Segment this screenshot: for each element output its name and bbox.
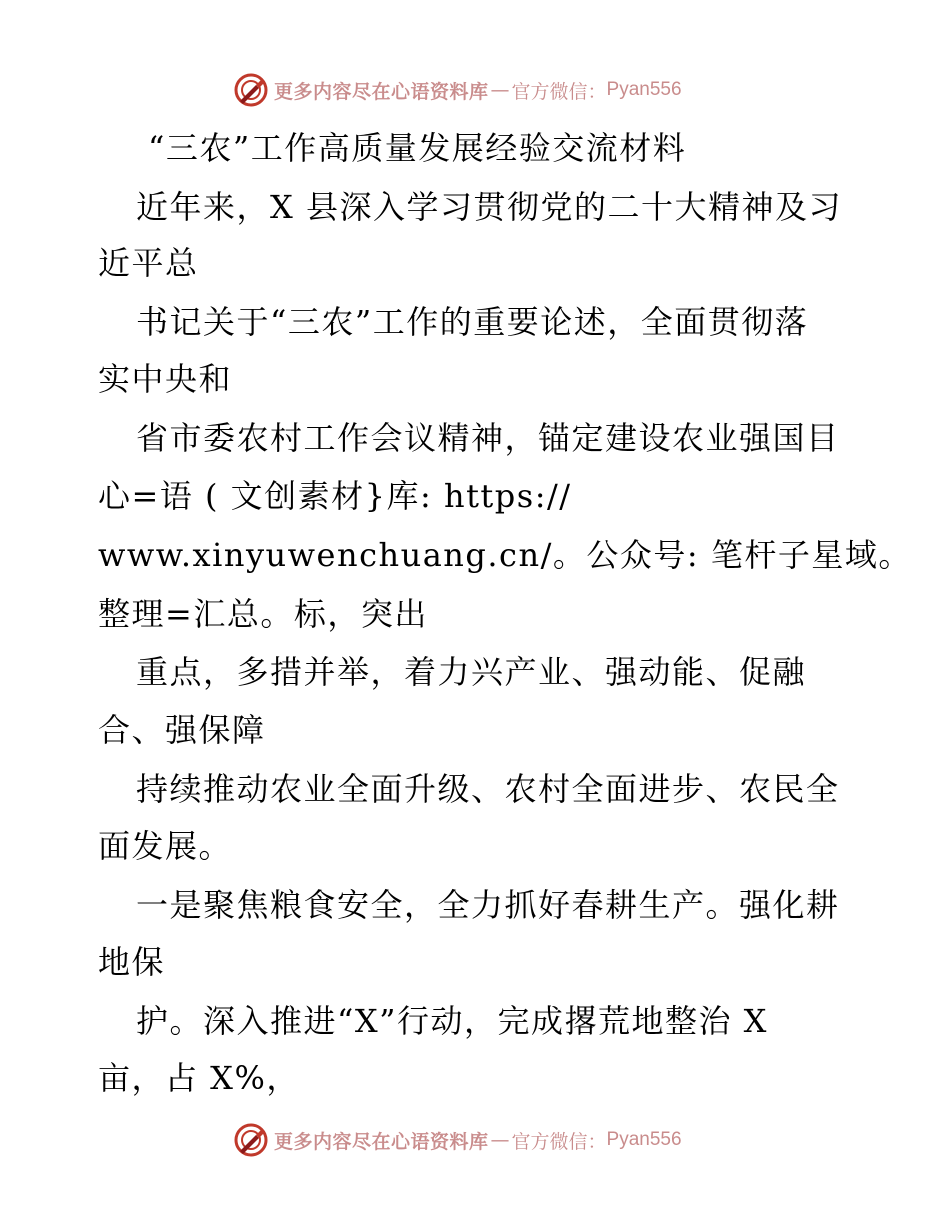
header-banner (234, 72, 714, 108)
pen-logo-icon (234, 1123, 268, 1157)
footer-banner (234, 1122, 714, 1158)
paragraph-line: 近年来，X 县深入学习贯彻党的二十大精神及习 (136, 188, 842, 226)
paragraph-line: 省市委农村工作会议精神，锚定建设农业强国目 (136, 419, 840, 457)
paragraph-line: 面发展。 (98, 827, 233, 865)
header-site-text: 更多内容尽在心语资料库 (274, 80, 489, 103)
document-title: “三农”工作高质量发展经验交流材料 (148, 129, 687, 167)
footer-separator: — (490, 1129, 510, 1151)
paragraph-line: 持续推动农业全面升级、农村全面进步、农民全 (136, 770, 840, 808)
header-wechat-label: 官方微信： (511, 80, 607, 103)
paragraph-line: 一是聚焦粮食安全，全力抓好春耕生产。强化耕 (136, 886, 840, 924)
paragraph-line: 重点，多措并举，着力兴产业、强动能、促融 (136, 653, 807, 691)
paragraph-line: 实中央和 (98, 360, 233, 398)
pen-logo-icon (234, 73, 268, 107)
footer-wechat-label: 官方微信： (511, 1130, 607, 1153)
paragraph-line: 书记关于“三农”工作的重要论述，全面贯彻落 (136, 303, 809, 341)
paragraph-line: 近平总 (98, 244, 199, 282)
header-separator: — (490, 79, 510, 101)
paragraph-line: 合、强保障 (98, 711, 266, 749)
watermark-line: 心=语 ( 文创素材}库: https:// (98, 477, 572, 515)
paragraph-line: 地保 (98, 943, 166, 981)
footer-wechat-id: Pyan556 (606, 1129, 682, 1150)
paragraph-line: 护。深入推进“X”行动，完成撂荒地整治 X (136, 1002, 768, 1040)
watermark-line: www.xinyuwenchuang.cn/。公众号: 笔杆子星域。 (98, 536, 912, 574)
header-wechat-id: Pyan556 (606, 79, 682, 100)
watermark-line: 整理=汇总。标，突出 (98, 595, 428, 633)
footer-site-text: 更多内容尽在心语资料库 (274, 1130, 489, 1153)
paragraph-line: 亩，占 X%， (98, 1059, 300, 1097)
